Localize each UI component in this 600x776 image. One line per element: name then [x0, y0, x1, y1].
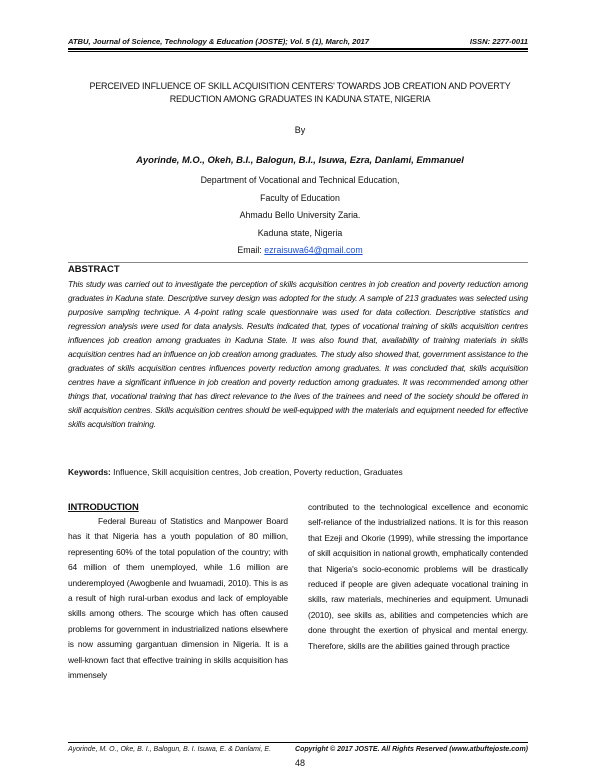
keywords-label: Keywords: [68, 467, 111, 477]
affiliation-department: Department of Vocational and Technical Education, [200, 175, 400, 185]
keywords-text: Influence, Skill acquisition centres, Job creation, Poverty reduction, Graduates [113, 467, 403, 477]
journal-citation: ATBU, Journal of Science, Technology & Education (JOSTE); Vol. 5 (1), March, 2017 [68, 37, 369, 46]
author-list: Ayorinde, M.O., Okeh, B.I., Balogun, B.I., Isuwa, Ezra, Danlami, Emmanuel [136, 154, 464, 165]
page-footer [68, 746, 528, 753]
introduction-heading: INTRODUCTION [68, 501, 139, 512]
issn: ISSN: 2277-0011 [469, 37, 528, 46]
abstract-body: This study was carried out to investigate the perception of skills acquisition centres in job creation and poverty reduction among graduates in Kaduna state. Descriptive survey design was adopted for the study. A sample of 213 graduates was selected using purposive sampling technique. A 4-point rating scale questionnaire was used for data collection. Descriptive statistics and regression analysis were used for data analysis. Results indicated that, types of vocational training of skills acquisition centres influences job creation among graduates in Kaduna State. It was also found that, availability of training materials in skills acquisition centres had an influence on job creation among graduates. The study also showed that, government assistance to the graduates of skills acquisition centres influences poverty reduction among graduates. It was concluded that, skills acquisition centres have a significant influence in job creation and poverty reduction among graduates. It was recommended among other things that, vocational training that has direct relevance to the lives of the trainees and need of the society should be offered in skill acquisition centres. Skills acquisition centres should be well-equipped with the materials and equipment needed for effective skills acquisition training. [68, 279, 528, 430]
abstract-heading: ABSTRACT [68, 263, 120, 274]
footer-authors: Ayorinde, M. O., Oke, B. I., Balogun, B. I. Isuwa, E. & Danlami, E. [68, 746, 272, 753]
paper-title: PERCEIVED INFLUENCE OF SKILL ACQUISITION CENTERS' TOWARDS JOB CREATION AND POVERTY REDUCTION AMONG GRADUATES IN KADUNA STATE, NIGERIA [89, 81, 511, 104]
abstract-rule [68, 262, 528, 263]
header-rule-thin [68, 51, 528, 52]
email-line [0, 242, 600, 260]
running-header [68, 37, 528, 46]
by-line: By [294, 125, 306, 135]
email-link[interactable]: ezraisuwa64@gmail.com [264, 245, 363, 256]
affiliation-block [0, 172, 600, 260]
column-right [308, 500, 528, 654]
column-left [68, 500, 288, 683]
affiliation-state: Kaduna state, Nigeria [257, 227, 343, 238]
header-rule [68, 48, 528, 50]
keywords-line [68, 467, 528, 477]
email-label: Email: [237, 245, 262, 256]
affiliation-university: Ahmadu Bello University Zaria. [239, 210, 361, 221]
footer-rule [68, 742, 528, 743]
introduction-paragraph-left: Federal Bureau of Statistics and Manpower Board has it that Nigeria has a youth population of 80 million, representing 60% of the total population of the country; with 64 million of them unemployed, while 1.6 million are underemployed (Awogbenle and Iwuamadi, 2010). This is as a result of high rural-urban exodus and lack of employable skills among others. The scourge which has often caused problems for government in industrialized nations elsewhere is now assuming gargantuan dimension in Nigeria. It is a well-known fact that effective training in skills acquisition has immensely [68, 516, 288, 681]
page-number: 48 [294, 758, 305, 768]
affiliation-faculty: Faculty of Education [260, 192, 340, 203]
introduction-paragraph-right: contributed to the technological excellence and economic self-reliance of the industrialized nations. It is for this reason that Ezeji and Okorie (1999), while stressing the importance of skill acquisition in national growth, emphatically contended that Nigeria's socio-economic problems will be drastically reduced if people are given adequate vocational training in skills, raw materials, mechineries and equipment. Umunadi (2010), see skills as, abilities and competencies which are done throught the exertion of physical and mental energy. Therefore, skills are the abilities gained through practice [308, 502, 528, 651]
footer-copyright: Copyright © 2017 JOSTE. All Rights Reserved (www.atbuftejoste.com) [295, 746, 528, 753]
